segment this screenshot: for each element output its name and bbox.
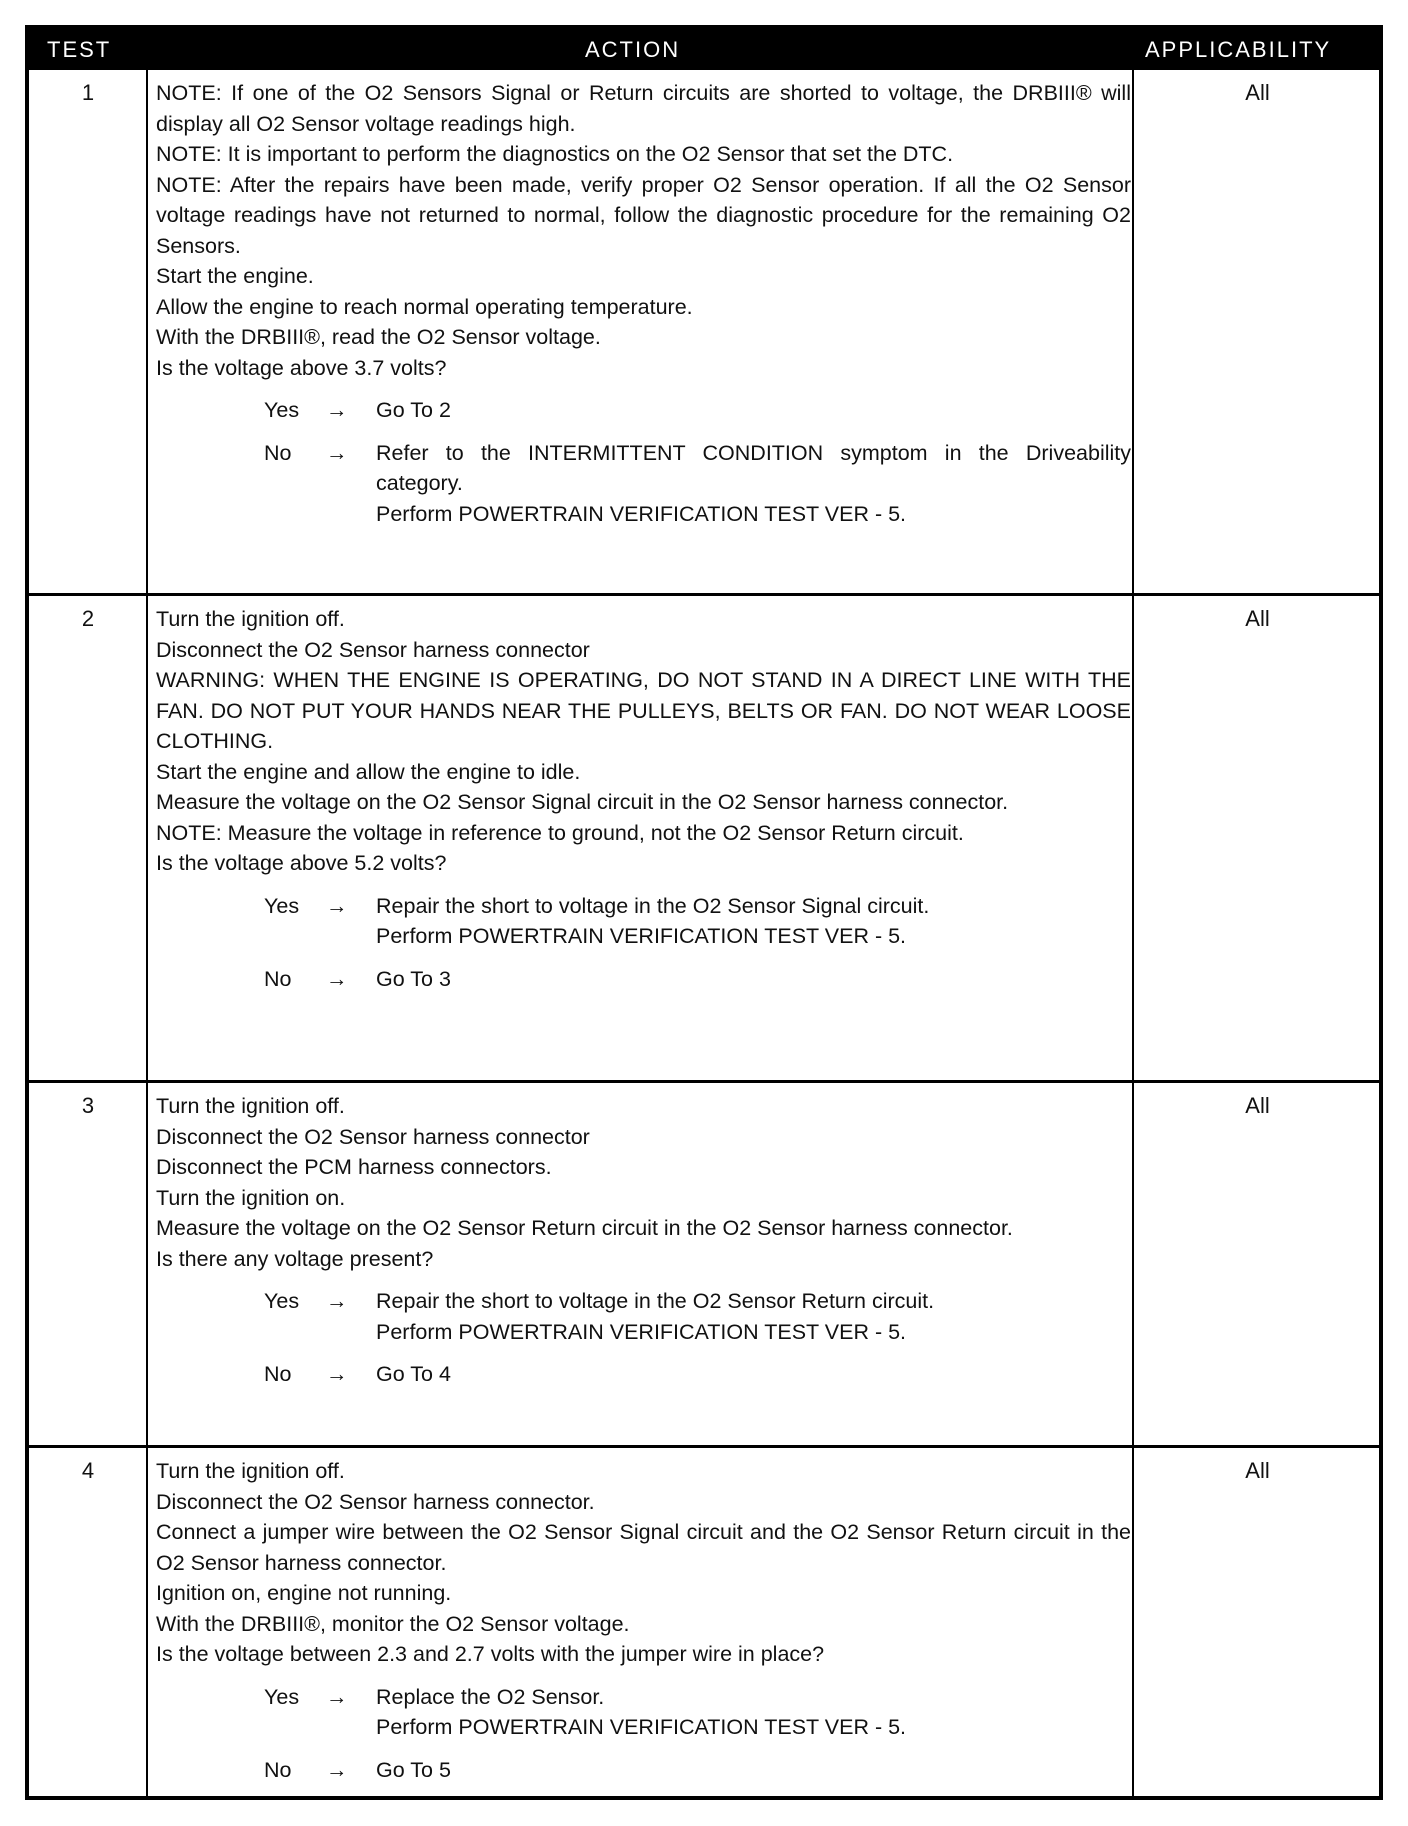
action-line: Is the voltage between 2.3 and 2.7 volts with the jumper wire in place? [156, 1642, 825, 1666]
test-number: 4 [81, 1458, 95, 1483]
yes-label: Yes [264, 398, 300, 422]
arrow-icon: → [326, 1362, 348, 1386]
action-line: Turn the ignition off. [156, 1459, 345, 1483]
yes-outcome [156, 395, 1131, 426]
yes-outcome [156, 891, 1131, 952]
yes-result [376, 891, 1131, 952]
result-line: Perform POWERTRAIN VERIFICATION TEST VER - 5. [376, 501, 907, 526]
table-row [29, 1445, 1379, 1796]
result-line: Repair the short to voltage in the O2 Sensor Return circuit. [376, 1289, 935, 1313]
table-header [29, 29, 1379, 70]
no-label: No [264, 1362, 292, 1386]
result-line: Repair the short to voltage in the O2 Sensor Signal circuit. [376, 893, 930, 918]
action-line: NOTE: Measure the voltage in reference to ground, not the O2 Sensor Return circuit. [156, 820, 964, 845]
action-line: Turn the ignition off. [156, 1094, 345, 1118]
diagnostic-table [25, 25, 1383, 1800]
arrow-icon: → [326, 1684, 348, 1709]
table-row [29, 70, 1379, 593]
result-line: Refer to the INTERMITTENT CONDITION symptom in the Driveability category. [376, 440, 1131, 495]
action-line: Turn the ignition on. [156, 1185, 346, 1210]
result-line: Perform POWERTRAIN VERIFICATION TEST VER - 5. [376, 1715, 907, 1739]
action-line: Measure the voltage on the O2 Sensor Return circuit in the O2 Sensor harness connector. [156, 1216, 1013, 1240]
yes-result [376, 1682, 1131, 1743]
result-line: Go To 2 [376, 398, 451, 422]
arrow-icon: → [326, 893, 348, 918]
table-row [29, 593, 1379, 1080]
arrow-icon: → [326, 1757, 348, 1782]
yes-result [376, 1286, 1131, 1347]
yes-outcome [156, 1286, 1131, 1347]
applicability-value: All [1245, 80, 1270, 105]
arrow-icon: → [326, 398, 348, 422]
no-result [376, 964, 1131, 995]
applicability-value: All [1245, 606, 1270, 631]
no-label: No [264, 1757, 292, 1782]
no-outcome [156, 438, 1131, 530]
no-result [376, 1755, 1131, 1786]
no-result [376, 1359, 1131, 1390]
yes-outcome [156, 1682, 1131, 1743]
action-line: Is there any voltage present? [156, 1246, 434, 1271]
action-line: Start the engine. [156, 264, 314, 288]
test-number: 3 [81, 1093, 95, 1118]
result-line: Go To 4 [376, 1362, 451, 1386]
action-line: Is the voltage above 5.2 volts? [156, 851, 447, 875]
no-label: No [264, 966, 292, 991]
yes-label: Yes [264, 893, 300, 918]
action-line: With the DRBIII®, monitor the O2 Sensor voltage. [156, 1611, 630, 1636]
yes-result [376, 395, 1131, 426]
table-row [29, 1080, 1379, 1445]
action-text [156, 78, 1131, 529]
arrow-icon: → [326, 1289, 348, 1313]
no-result [376, 438, 1131, 530]
action-line: NOTE: After the repairs have been made, verify proper O2 Sensor operation. If all the O2 Sensor voltage readings have not returned to normal, follow the diagnostic procedure for the remaining O2 Sensors. [156, 172, 1131, 258]
action-text [156, 604, 1131, 994]
action-line: Ignition on, engine not running. [156, 1581, 452, 1605]
action-line: Disconnect the PCM harness connectors. [156, 1155, 552, 1179]
arrow-icon: → [326, 966, 348, 991]
action-line: Is the voltage above 3.7 volts? [156, 355, 447, 380]
action-line: WARNING: WHEN THE ENGINE IS OPERATING, DO NOT STAND IN A DIRECT LINE WITH THE FAN. DO NOT PUT YOUR HANDS NEAR THE PULLEYS, BELTS OR FAN. DO NOT WEAR LOOSE CLOTHING. [156, 668, 1131, 753]
action-line: With the DRBIII®, read the O2 Sensor voltage. [156, 325, 601, 349]
action-line: NOTE: It is important to perform the diagnostics on the O2 Sensor that set the DTC. [156, 142, 954, 166]
result-line: Perform POWERTRAIN VERIFICATION TEST VER - 5. [376, 924, 907, 948]
header-applicability: APPLICABILITY [1145, 37, 1332, 62]
result-line: Replace the O2 Sensor. [376, 1684, 605, 1709]
result-line: Go To 5 [376, 1757, 451, 1782]
yes-label: Yes [264, 1289, 300, 1313]
applicability-value: All [1245, 1093, 1270, 1118]
action-text [156, 1456, 1131, 1785]
test-number: 1 [81, 80, 95, 105]
yes-label: Yes [264, 1684, 300, 1709]
action-line: Measure the voltage on the O2 Sensor Signal circuit in the O2 Sensor harness connector. [156, 790, 1009, 814]
applicability-value: All [1245, 1458, 1270, 1483]
action-text [156, 1091, 1131, 1390]
test-number: 2 [81, 606, 95, 631]
result-line: Perform POWERTRAIN VERIFICATION TEST VER - 5. [376, 1319, 907, 1344]
no-label: No [264, 440, 292, 465]
action-line: Disconnect the O2 Sensor harness connector [156, 1124, 590, 1149]
no-outcome [156, 1359, 1131, 1390]
action-line: NOTE: If one of the O2 Sensors Signal or Return circuits are shorted to voltage, the DRBIII® will display all O2 Sensor voltage readings high. [156, 81, 1131, 136]
action-line: Connect a jumper wire between the O2 Sensor Signal circuit and the O2 Sensor Return circuit in the O2 Sensor harness connector. [156, 1520, 1131, 1575]
result-line: Go To 3 [376, 966, 451, 991]
action-line: Start the engine and allow the engine to idle. [156, 759, 581, 784]
action-line: Disconnect the O2 Sensor harness connector. [156, 1489, 595, 1514]
header-test: TEST [47, 37, 112, 62]
no-outcome [156, 1755, 1131, 1786]
action-line: Turn the ignition off. [156, 607, 345, 631]
action-line: Disconnect the O2 Sensor harness connector [156, 637, 590, 662]
no-outcome [156, 964, 1131, 995]
arrow-icon: → [326, 440, 348, 465]
header-action: ACTION [585, 37, 681, 62]
action-line: Allow the engine to reach normal operating temperature. [156, 294, 693, 319]
